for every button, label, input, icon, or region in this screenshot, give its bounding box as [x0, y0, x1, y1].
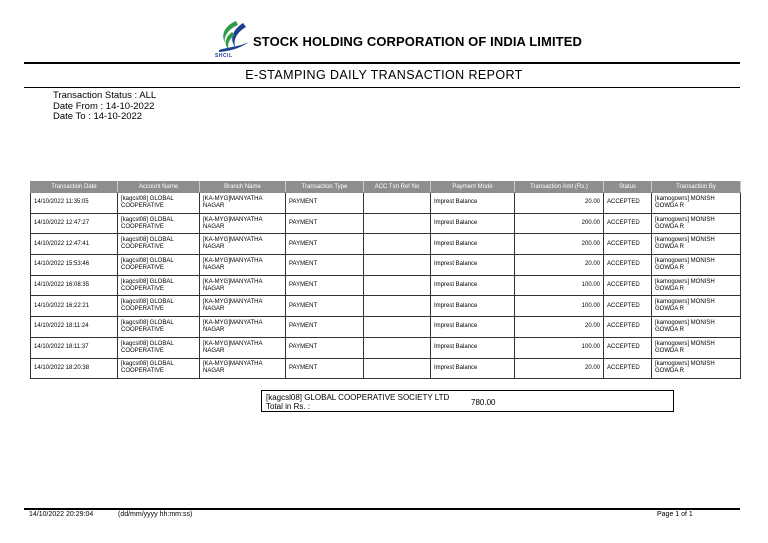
cell-acc-txn-ref — [364, 275, 431, 296]
cell-transaction-amount: 20.00 — [515, 358, 604, 379]
cell-acc-txn-ref — [364, 317, 431, 338]
cell-transaction-date: 14/10/2022 11:35:05 — [31, 193, 118, 214]
cell-acc-txn-ref — [364, 337, 431, 358]
table-row — [31, 358, 741, 379]
title-rule — [24, 87, 740, 88]
table-row — [31, 234, 741, 255]
cell-payment-mode: Imprest Balance — [431, 255, 515, 276]
cell-payment-mode: Imprest Balance — [431, 234, 515, 255]
cell-account-name: [kagcsl08] GLOBAL COOPERATIVE — [118, 296, 200, 317]
cell-transaction-amount: 20.00 — [515, 193, 604, 214]
cell-branch-name: [KA-MYG]MANYATHA NAGAR — [200, 213, 286, 234]
cell-status: ACCEPTED — [604, 193, 652, 214]
cell-branch-name: [KA-MYG]MANYATHA NAGAR — [200, 358, 286, 379]
table-header-row — [31, 182, 741, 193]
cell-payment-mode: Imprest Balance — [431, 337, 515, 358]
column-header: Status — [604, 182, 652, 193]
cell-transaction-by: [kamogowrs] MONISH GOWDA R — [652, 193, 741, 214]
summary-total-label: Total in Rs. : — [266, 402, 311, 411]
cell-branch-name: [KA-MYG]MANYATHA NAGAR — [200, 193, 286, 214]
cell-account-name: [kagcsl08] GLOBAL COOPERATIVE — [118, 213, 200, 234]
cell-account-name: [kagcsl08] GLOBAL COOPERATIVE — [118, 255, 200, 276]
cell-branch-name: [KA-MYG]MANYATHA NAGAR — [200, 234, 286, 255]
cell-transaction-type: PAYMENT — [286, 358, 364, 379]
date-from-line: Date From : 14-10-2022 — [53, 100, 155, 112]
cell-transaction-amount: 200.00 — [515, 234, 604, 255]
footer-timestamp: 14/10/2022 20:29:04 — [29, 511, 94, 518]
table-row — [31, 193, 741, 214]
table-row — [31, 317, 741, 338]
cell-transaction-by: [kamogowrs] MONISH GOWDA R — [652, 296, 741, 317]
cell-transaction-date: 14/10/2022 18:11:24 — [31, 317, 118, 338]
table-row — [31, 275, 741, 296]
summary-total-value: 780.00 — [471, 398, 496, 407]
date-to-line: Date To : 14-10-2022 — [53, 111, 143, 122]
column-header: Payment Mode — [431, 182, 515, 193]
cell-transaction-type: PAYMENT — [286, 234, 364, 255]
cell-transaction-type: PAYMENT — [286, 275, 364, 296]
footer-rule — [24, 508, 740, 510]
cell-status: ACCEPTED — [604, 255, 652, 276]
table-row — [31, 255, 741, 276]
company-name: STOCK HOLDING CORPORATION OF INDIA LIMITED — [253, 34, 582, 49]
cell-transaction-amount: 20.00 — [515, 255, 604, 276]
column-header: Branch Name — [200, 182, 286, 193]
transactions-table — [30, 181, 741, 379]
cell-payment-mode: Imprest Balance — [431, 193, 515, 214]
column-header: Transaction By — [652, 182, 741, 193]
cell-payment-mode: Imprest Balance — [431, 213, 515, 234]
cell-transaction-by: [kamogowrs] MONISH GOWDA R — [652, 213, 741, 234]
table-row — [31, 337, 741, 358]
cell-branch-name: [KA-MYG]MANYATHA NAGAR — [200, 296, 286, 317]
footer-format-hint: (dd/mm/yyyy hh:mm:ss) — [118, 511, 193, 518]
column-header: Transaction Date — [31, 182, 118, 193]
cell-transaction-type: PAYMENT — [286, 213, 364, 234]
logo-caption: SHCIL — [215, 53, 233, 59]
cell-status: ACCEPTED — [604, 337, 652, 358]
cell-acc-txn-ref — [364, 358, 431, 379]
cell-branch-name: [KA-MYG]MANYATHA NAGAR — [200, 337, 286, 358]
cell-transaction-date: 14/10/2022 16:08:35 — [31, 275, 118, 296]
table-row — [31, 296, 741, 317]
cell-status: ACCEPTED — [604, 275, 652, 296]
transaction-status-line: Transaction Status : ALL — [53, 90, 157, 101]
cell-payment-mode: Imprest Balance — [431, 317, 515, 338]
cell-transaction-amount: 20.00 — [515, 317, 604, 338]
cell-transaction-date: 14/10/2022 18:20:38 — [31, 358, 118, 379]
cell-account-name: [kagcsl08] GLOBAL COOPERATIVE — [118, 234, 200, 255]
header-rule — [24, 62, 740, 64]
cell-transaction-type: PAYMENT — [286, 296, 364, 317]
report-header — [0, 14, 768, 60]
cell-acc-txn-ref — [364, 213, 431, 234]
cell-transaction-amount: 100.00 — [515, 296, 604, 317]
cell-payment-mode: Imprest Balance — [431, 296, 515, 317]
column-header: Transaction Amt (Rs.) — [515, 182, 604, 193]
cell-account-name: [kagcsl08] GLOBAL COOPERATIVE — [118, 317, 200, 338]
report-filters — [53, 91, 156, 123]
table-row — [31, 213, 741, 234]
cell-transaction-date: 14/10/2022 15:53:46 — [31, 255, 118, 276]
cell-transaction-by: [kamogowrs] MONISH GOWDA R — [652, 337, 741, 358]
cell-status: ACCEPTED — [604, 358, 652, 379]
summary-society-name: [kagcsl08] GLOBAL COOPERATIVE SOCIETY LTD — [266, 393, 450, 402]
cell-account-name: [kagcsl08] GLOBAL COOPERATIVE — [118, 337, 200, 358]
cell-status: ACCEPTED — [604, 317, 652, 338]
cell-status: ACCEPTED — [604, 296, 652, 317]
cell-status: ACCEPTED — [604, 234, 652, 255]
cell-transaction-by: [kamogowrs] MONISH GOWDA R — [652, 358, 741, 379]
cell-transaction-by: [kamogowrs] MONISH GOWDA R — [652, 275, 741, 296]
cell-transaction-date: 14/10/2022 16:22:21 — [31, 296, 118, 317]
cell-payment-mode: Imprest Balance — [431, 275, 515, 296]
total-summary-box — [261, 390, 674, 412]
cell-transaction-amount: 100.00 — [515, 337, 604, 358]
cell-transaction-type: PAYMENT — [286, 317, 364, 338]
cell-acc-txn-ref — [364, 255, 431, 276]
page-number: Page 1 of 1 — [657, 511, 693, 518]
cell-acc-txn-ref — [364, 296, 431, 317]
cell-payment-mode: Imprest Balance — [431, 358, 515, 379]
cell-acc-txn-ref — [364, 234, 431, 255]
cell-transaction-type: PAYMENT — [286, 255, 364, 276]
cell-status: ACCEPTED — [604, 213, 652, 234]
report-title: E-STAMPING DAILY TRANSACTION REPORT — [245, 68, 523, 82]
cell-account-name: [kagcsl08] GLOBAL COOPERATIVE — [118, 193, 200, 214]
column-header: Transaction Type — [286, 182, 364, 193]
cell-branch-name: [KA-MYG]MANYATHA NAGAR — [200, 255, 286, 276]
cell-transaction-by: [kamogowrs] MONISH GOWDA R — [652, 234, 741, 255]
cell-branch-name: [KA-MYG]MANYATHA NAGAR — [200, 275, 286, 296]
cell-transaction-date: 14/10/2022 12:47:41 — [31, 234, 118, 255]
column-header: Account Name — [118, 182, 200, 193]
cell-account-name: [kagcsl08] GLOBAL COOPERATIVE — [118, 358, 200, 379]
cell-transaction-date: 14/10/2022 12:47:27 — [31, 213, 118, 234]
cell-account-name: [kagcsl08] GLOBAL COOPERATIVE — [118, 275, 200, 296]
cell-transaction-by: [kamogowrs] MONISH GOWDA R — [652, 317, 741, 338]
cell-transaction-type: PAYMENT — [286, 337, 364, 358]
cell-acc-txn-ref — [364, 193, 431, 214]
column-header: ACC Txn Ref No — [364, 182, 431, 193]
cell-transaction-by: [kamogowrs] MONISH GOWDA R — [652, 255, 741, 276]
cell-transaction-amount: 100.00 — [515, 275, 604, 296]
cell-transaction-date: 14/10/2022 18:11:37 — [31, 337, 118, 358]
cell-branch-name: [KA-MYG]MANYATHA NAGAR — [200, 317, 286, 338]
cell-transaction-type: PAYMENT — [286, 193, 364, 214]
cell-transaction-amount: 200.00 — [515, 213, 604, 234]
